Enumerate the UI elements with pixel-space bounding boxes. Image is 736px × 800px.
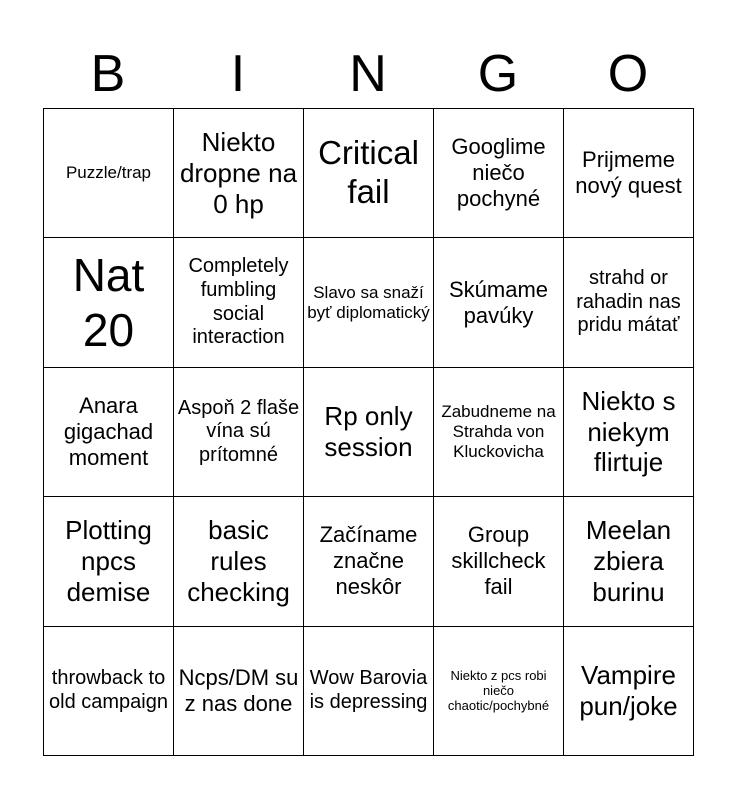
- bingo-cell: Začíname značne neskôr: [304, 497, 434, 626]
- bingo-cell: Completely fumbling social interaction: [174, 238, 304, 367]
- bingo-cell: Wow Barovia is depressing: [304, 626, 434, 755]
- bingo-cell: Anara gigachad moment: [44, 367, 174, 496]
- header-letter-i: I: [230, 45, 246, 103]
- board-row: [44, 497, 694, 626]
- header-letter-n: N: [349, 45, 387, 103]
- header-letter-o: O: [607, 45, 649, 103]
- bingo-cell: Aspoň 2 flaše vína sú prítomné: [174, 367, 304, 496]
- bingo-cell: strahd or rahadin nas pridu mátať: [564, 238, 694, 367]
- bingo-cell: throwback to old campaign: [44, 626, 174, 755]
- board-row: [44, 367, 694, 496]
- board-row: [44, 109, 694, 238]
- bingo-cell: Ncps/DM su z nas done: [174, 626, 304, 755]
- board-row: [44, 238, 694, 367]
- header-letter-b: B: [90, 45, 126, 103]
- bingo-cell: Vampire pun/joke: [564, 626, 694, 755]
- bingo-cell: Nat 20: [44, 238, 174, 367]
- bingo-cell: Niekto dropne na 0 hp: [174, 109, 304, 238]
- board-row: [44, 626, 694, 755]
- bingo-cell: Critical fail: [304, 109, 434, 238]
- bingo-cell: Slavo sa snaží byť diplomatický: [304, 238, 434, 367]
- header-letter-g: G: [477, 45, 519, 103]
- bingo-cell: Googlime niečo pochyné: [434, 109, 564, 238]
- bingo-cell: Skúmame pavúky: [434, 238, 564, 367]
- bingo-board: [43, 108, 694, 756]
- bingo-cell: Plotting npcs demise: [44, 497, 174, 626]
- bingo-cell: Rp only session: [304, 367, 434, 496]
- bingo-cell: Meelan zbiera burinu: [564, 497, 694, 626]
- bingo-cell: Group skillcheck fail: [434, 497, 564, 626]
- bingo-cell: Puzzle/trap: [44, 109, 174, 238]
- bingo-cell: Niekto s niekym flirtuje: [564, 367, 694, 496]
- bingo-header: [43, 40, 693, 108]
- bingo-cell: basic rules checking: [174, 497, 304, 626]
- bingo-cell: Zabudneme na Strahda von Kluckovicha: [434, 367, 564, 496]
- bingo-cell: Prijmeme nový quest: [564, 109, 694, 238]
- bingo-cell: Niekto z pcs robi niečo chaotic/pochybné: [434, 626, 564, 755]
